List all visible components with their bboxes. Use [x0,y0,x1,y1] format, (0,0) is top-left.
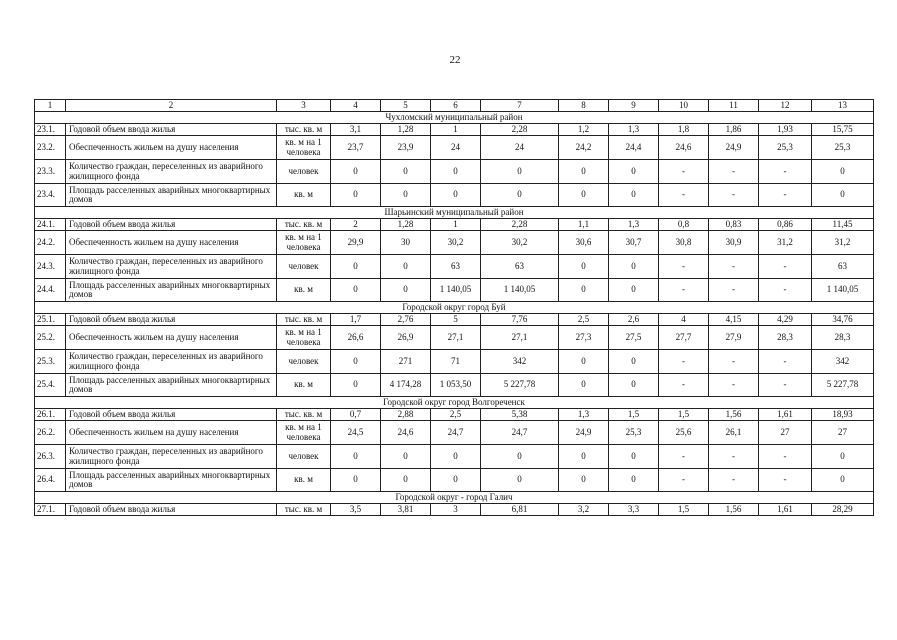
row-code: 24.3. [35,255,66,279]
value-cell: 30,2 [431,231,481,255]
value-cell: 0 [609,374,659,397]
value-cell: 2,28 [481,124,559,136]
value-cell: 1 053,50 [431,374,481,397]
table-row [35,350,874,374]
value-cell: 0 [812,445,874,469]
table-row [35,184,874,207]
value-cell: 0 [481,184,559,207]
value-cell: 0 [431,445,481,469]
value-cell: 1,2 [559,124,609,136]
value-cell: 30 [381,231,431,255]
value-cell: - [709,445,759,469]
section-title: Шарьинский муниципальный район [35,207,874,219]
value-cell: 2,88 [381,409,431,421]
value-cell: 0 [331,350,381,374]
table-row [35,136,874,160]
value-cell: - [659,279,709,302]
unit-cell: кв. м на 1 человека [277,136,331,160]
value-cell: 0 [559,374,609,397]
value-cell: 0 [609,184,659,207]
table-row [35,231,874,255]
value-cell: 3 [431,504,481,516]
value-cell: 0 [559,160,609,184]
section-title: Чухломский муниципальный район [35,112,874,124]
row-code: 24.1. [35,219,66,231]
value-cell: - [709,350,759,374]
column-number-header: 8 [559,100,609,112]
value-cell: 30,7 [609,231,659,255]
value-cell: 1,8 [659,124,709,136]
value-cell: 4 174,28 [381,374,431,397]
table-row [35,374,874,397]
value-cell: 0 [331,160,381,184]
value-cell: 0 [609,445,659,469]
row-code: 26.1. [35,409,66,421]
value-cell: - [759,350,812,374]
row-code: 25.1. [35,314,66,326]
header-row [35,100,874,112]
indicator-name: Количество граждан, переселенных из аварийного жилищного фонда [66,160,277,184]
unit-cell: кв. м на 1 человека [277,326,331,350]
value-cell: 0 [559,184,609,207]
unit-cell: кв. м на 1 человека [277,421,331,445]
value-cell: 1,86 [709,124,759,136]
value-cell: 0 [331,445,381,469]
value-cell: 1,93 [759,124,812,136]
value-cell: 1,28 [381,219,431,231]
value-cell: 5 227,78 [812,374,874,397]
value-cell: 3,2 [559,504,609,516]
value-cell: - [709,374,759,397]
value-cell: 342 [812,350,874,374]
value-cell: 0 [609,469,659,492]
value-cell: - [759,160,812,184]
value-cell: - [659,374,709,397]
table-row [35,421,874,445]
value-cell: 0 [481,160,559,184]
value-cell: 1,1 [559,219,609,231]
row-code: 25.2. [35,326,66,350]
row-code: 26.2. [35,421,66,445]
indicator-name: Обеспеченность жильем на душу населения [66,136,277,160]
section-row [35,112,874,124]
value-cell: 2 [331,219,381,231]
value-cell: 0 [381,255,431,279]
value-cell: 24,4 [609,136,659,160]
value-cell: 0 [559,350,609,374]
section-row [35,302,874,314]
value-cell: 27 [812,421,874,445]
value-cell: 30,8 [659,231,709,255]
unit-cell: кв. м [277,374,331,397]
value-cell: 27,7 [659,326,709,350]
value-cell: 24 [431,136,481,160]
value-cell: 11,45 [812,219,874,231]
value-cell: 27,9 [709,326,759,350]
value-cell: 0 [609,350,659,374]
value-cell: - [659,255,709,279]
row-code: 25.4. [35,374,66,397]
value-cell: - [759,255,812,279]
value-cell: 24 [481,136,559,160]
unit-cell: тыс. кв. м [277,219,331,231]
value-cell: 0 [609,255,659,279]
indicator-name: Годовой объем ввода жилья [66,314,277,326]
table-row [35,279,874,302]
value-cell: 0 [559,279,609,302]
value-cell: 0 [381,469,431,492]
value-cell: 0 [609,279,659,302]
value-cell: 24,2 [559,136,609,160]
value-cell: 0 [559,255,609,279]
value-cell: 1,3 [559,409,609,421]
value-cell: 0 [481,445,559,469]
value-cell: 3,81 [381,504,431,516]
value-cell: 0 [331,469,381,492]
value-cell: 2,6 [609,314,659,326]
section-row [35,207,874,219]
section-title: Городской округ город Буй [35,302,874,314]
table-row [35,160,874,184]
value-cell: 1 [431,124,481,136]
value-cell: 0,7 [331,409,381,421]
value-cell: 5 [431,314,481,326]
value-cell: - [709,279,759,302]
value-cell: 18,93 [812,409,874,421]
value-cell: - [659,184,709,207]
unit-cell: кв. м [277,469,331,492]
value-cell: 63 [431,255,481,279]
value-cell: 0 [431,160,481,184]
section-title: Городской округ - город Галич [35,492,874,504]
value-cell: 0 [331,279,381,302]
unit-cell: кв. м на 1 человека [277,231,331,255]
value-cell: 30,2 [481,231,559,255]
value-cell: 0 [431,469,481,492]
value-cell: 0 [331,374,381,397]
value-cell: 1,61 [759,409,812,421]
column-number-header: 3 [277,100,331,112]
value-cell: 3,1 [331,124,381,136]
unit-cell: человек [277,160,331,184]
table-row [35,124,874,136]
column-number-header: 11 [709,100,759,112]
table-row [35,504,874,516]
value-cell: 1,61 [759,504,812,516]
unit-cell: тыс. кв. м [277,409,331,421]
value-cell: 0 [431,184,481,207]
table-row [35,326,874,350]
value-cell: 1 140,05 [481,279,559,302]
table-body [35,100,874,516]
indicator-name: Годовой объем ввода жилья [66,504,277,516]
table-row [35,219,874,231]
indicator-name: Количество граждан, переселенных из аварийного жилищного фонда [66,350,277,374]
value-cell: 0 [812,469,874,492]
indicator-name: Площадь расселенных аварийных многоквартирных домов [66,184,277,207]
value-cell: 26,6 [331,326,381,350]
table-row [35,469,874,492]
table-row [35,445,874,469]
column-number-header: 12 [759,100,812,112]
value-cell: 25,3 [609,421,659,445]
row-code: 23.3. [35,160,66,184]
indicator-name: Годовой объем ввода жилья [66,219,277,231]
value-cell: 0 [331,184,381,207]
value-cell: 0,86 [759,219,812,231]
value-cell: - [709,255,759,279]
indicator-name: Обеспеченность жильем на душу населения [66,326,277,350]
value-cell: 1,5 [659,504,709,516]
row-code: 23.4. [35,184,66,207]
unit-cell: тыс. кв. м [277,504,331,516]
value-cell: 28,3 [759,326,812,350]
value-cell: 24,7 [431,421,481,445]
value-cell: 0 [609,160,659,184]
column-number-header: 5 [381,100,431,112]
value-cell: 15,75 [812,124,874,136]
value-cell: 26,1 [709,421,759,445]
value-cell: 2,76 [381,314,431,326]
value-cell: 30,9 [709,231,759,255]
unit-cell: кв. м [277,184,331,207]
value-cell: 1 140,05 [812,279,874,302]
value-cell: 6,81 [481,504,559,516]
row-code: 23.2. [35,136,66,160]
value-cell: - [709,184,759,207]
value-cell: 27,3 [559,326,609,350]
value-cell: - [659,445,709,469]
column-number-header: 9 [609,100,659,112]
value-cell: 25,6 [659,421,709,445]
row-code: 24.2. [35,231,66,255]
value-cell: 27,1 [481,326,559,350]
column-number-header: 6 [431,100,481,112]
value-cell: 7,76 [481,314,559,326]
indicator-name: Годовой объем ввода жилья [66,124,277,136]
value-cell: - [759,279,812,302]
value-cell: 0 [381,279,431,302]
value-cell: 23,7 [331,136,381,160]
value-cell: 342 [481,350,559,374]
value-cell: - [759,184,812,207]
value-cell: 34,76 [812,314,874,326]
value-cell: 0,83 [709,219,759,231]
value-cell: - [759,374,812,397]
value-cell: 29,9 [331,231,381,255]
unit-cell: тыс. кв. м [277,124,331,136]
value-cell: 24,9 [709,136,759,160]
value-cell: 27,5 [609,326,659,350]
value-cell: 28,3 [812,326,874,350]
table-row [35,409,874,421]
unit-cell: человек [277,350,331,374]
value-cell: 2,28 [481,219,559,231]
value-cell: - [759,469,812,492]
indicator-name: Количество граждан, переселенных из аварийного жилищного фонда [66,255,277,279]
value-cell: 1,5 [609,409,659,421]
value-cell: 25,3 [759,136,812,160]
value-cell: 1,3 [609,219,659,231]
value-cell: 25,3 [812,136,874,160]
row-code: 23.1. [35,124,66,136]
value-cell: 27 [759,421,812,445]
table-row [35,255,874,279]
section-row [35,397,874,409]
indicator-name: Площадь расселенных аварийных многоквартирных домов [66,374,277,397]
indicator-name: Площадь расселенных аварийных многоквартирных домов [66,279,277,302]
column-number-header: 10 [659,100,709,112]
value-cell: 4,29 [759,314,812,326]
value-cell: 31,2 [759,231,812,255]
value-cell: 5,38 [481,409,559,421]
value-cell: 24,6 [659,136,709,160]
value-cell: 27,1 [431,326,481,350]
value-cell: - [709,469,759,492]
value-cell: 24,9 [559,421,609,445]
value-cell: 63 [481,255,559,279]
value-cell: 63 [812,255,874,279]
value-cell: 1,56 [709,504,759,516]
indicator-name: Количество граждан, переселенных из аварийного жилищного фонда [66,445,277,469]
value-cell: 1,56 [709,409,759,421]
table-row [35,314,874,326]
unit-cell: человек [277,255,331,279]
value-cell: 0 [812,160,874,184]
value-cell: 4,15 [709,314,759,326]
value-cell: 24,5 [331,421,381,445]
value-cell: 24,7 [481,421,559,445]
column-number-header: 13 [812,100,874,112]
value-cell: 31,2 [812,231,874,255]
value-cell: 2,5 [559,314,609,326]
unit-cell: человек [277,445,331,469]
value-cell: 0 [381,445,431,469]
value-cell: 1,7 [331,314,381,326]
value-cell: 30,6 [559,231,609,255]
value-cell: 28,29 [812,504,874,516]
value-cell: 4 [659,314,709,326]
section-row [35,492,874,504]
indicator-name: Обеспеченность жильем на душу населения [66,421,277,445]
value-cell: - [709,160,759,184]
value-cell: 0,8 [659,219,709,231]
unit-cell: тыс. кв. м [277,314,331,326]
unit-cell: кв. м [277,279,331,302]
page-number: 22 [449,54,461,66]
value-cell: - [659,469,709,492]
column-number-header: 4 [331,100,381,112]
value-cell: 26,9 [381,326,431,350]
value-cell: 0 [559,469,609,492]
value-cell: 0 [331,255,381,279]
value-cell: - [659,160,709,184]
value-cell: - [659,350,709,374]
row-code: 27.1. [35,504,66,516]
value-cell: 0 [559,445,609,469]
value-cell: 71 [431,350,481,374]
value-cell: 0 [381,160,431,184]
value-cell: 1,5 [659,409,709,421]
row-code: 26.4. [35,469,66,492]
value-cell: 1 140,05 [431,279,481,302]
indicator-name: Обеспеченность жильем на душу населения [66,231,277,255]
row-code: 26.3. [35,445,66,469]
row-code: 24.4. [35,279,66,302]
indicator-name: Площадь расселенных аварийных многоквартирных домов [66,469,277,492]
indicator-name: Годовой объем ввода жилья [66,409,277,421]
value-cell: 0 [481,469,559,492]
column-number-header: 2 [66,100,277,112]
value-cell: 24,6 [381,421,431,445]
value-cell: 1 [431,219,481,231]
row-code: 25.3. [35,350,66,374]
value-cell: 2,5 [431,409,481,421]
value-cell: 271 [381,350,431,374]
value-cell: 0 [812,184,874,207]
value-cell: 3,5 [331,504,381,516]
column-number-header: 1 [35,100,66,112]
value-cell: 3,3 [609,504,659,516]
indicators-table [34,99,874,516]
value-cell: 1,28 [381,124,431,136]
value-cell: - [759,445,812,469]
value-cell: 0 [381,184,431,207]
section-title: Городской округ город Волгореченск [35,397,874,409]
column-number-header: 7 [481,100,559,112]
value-cell: 23,9 [381,136,431,160]
value-cell: 5 227,78 [481,374,559,397]
value-cell: 1,3 [609,124,659,136]
